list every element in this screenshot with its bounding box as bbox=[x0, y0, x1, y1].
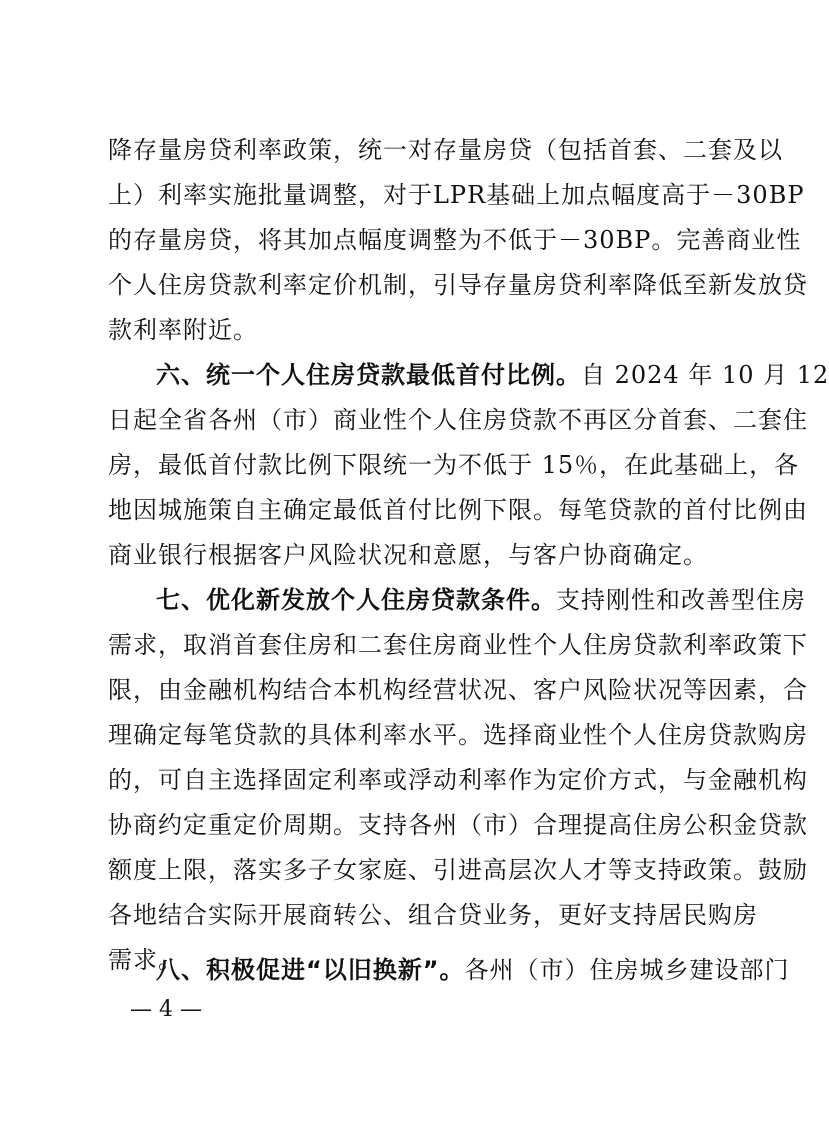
paragraph-line: 理确定每笔贷款的具体利率水平。选择商业性个人住房贷款购房 bbox=[108, 721, 808, 749]
paragraph-line: 需求，取消首套住房和二套住房商业性个人住房贷款利率政策下 bbox=[108, 631, 808, 659]
paragraph-line: 个人住房贷款利率定价机制，引导存量房贷利率降低至新发放贷 bbox=[108, 271, 808, 299]
paragraph-text: 自 2024 年 10 月 12 bbox=[581, 361, 829, 389]
paragraph-text: 各州（市）住房城乡建设部门 bbox=[464, 956, 790, 984]
page-number: — 4 — bbox=[130, 997, 202, 1022]
paragraph-line: 地因城施策自主确定最低首付比例下限。每笔贷款的首付比例由 bbox=[108, 496, 808, 524]
paragraph-line: 房，最低首付款比例下限统一为不低于 15％，在此基础上，各 bbox=[108, 451, 800, 479]
paragraph-line: 降存量房贷利率政策，统一对存量房贷（包括首套、二套及以 bbox=[108, 136, 783, 164]
paragraph-line: 的存量房贷，将其加点幅度调整为不低于－30BP。完善商业性 bbox=[108, 226, 802, 254]
paragraph-text: 支持刚性和改善型住房 bbox=[556, 586, 806, 614]
paragraph-line: 额度上限，落实多子女家庭、引进高层次人才等支持政策。鼓励 bbox=[108, 856, 808, 884]
paragraph-first-line bbox=[156, 355, 829, 395]
paragraph-line: 商业银行根据客户风险状况和意愿，与客户协商确定。 bbox=[108, 541, 708, 569]
paragraph-line: 协商约定重定价周期。支持各州（市）合理提高住房公积金贷款 bbox=[108, 811, 808, 839]
section-heading-7: 七、优化新发放个人住房贷款条件。 bbox=[156, 586, 556, 614]
section-heading-6: 六、统一个人住房贷款最低首付比例。 bbox=[156, 361, 581, 389]
paragraph-line: 各地结合实际开展商转公、组合贷业务，更好支持居民购房 bbox=[108, 901, 758, 929]
paragraph-line: 日起全省各州（市）商业性个人住房贷款不再区分首套、二套住 bbox=[108, 406, 808, 434]
paragraph-first-line bbox=[156, 580, 806, 620]
paragraph-line: 限，由金融机构结合本机构经营状况、客户风险状况等因素，合 bbox=[108, 676, 808, 704]
paragraph-first-line bbox=[156, 950, 790, 990]
paragraph-line: 的，可自主选择固定利率或浮动利率作为定价方式，与金融机构 bbox=[108, 766, 808, 794]
paragraph-line: 需求。 bbox=[108, 946, 183, 974]
paragraph-line: 款利率附近。 bbox=[108, 316, 258, 344]
section-heading-8: 八、积极促进“以旧换新”。 bbox=[156, 956, 465, 984]
paragraph-line: 上）利率实施批量调整，对于LPR基础上加点幅度高于－30BP bbox=[108, 181, 805, 209]
